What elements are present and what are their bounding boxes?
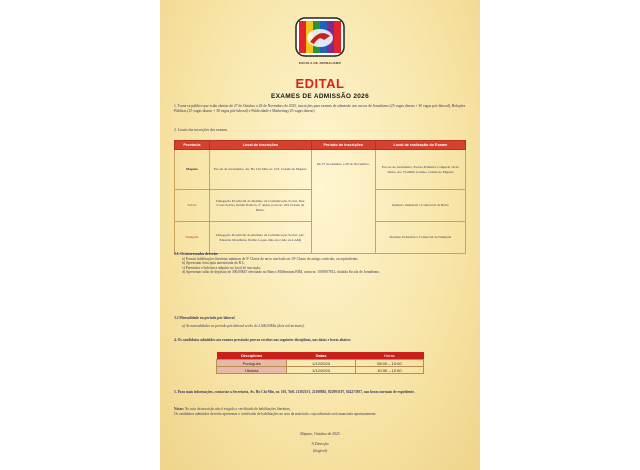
date-cell: 1/12/2023 [287,367,355,374]
intro-paragraph: 1. Torna-se público que estão abertas de 27 de Outubro a 28 de Novembro de 2025, inscrições para exames de admissão aos cursos de Jornalismo (25 vagas diurno + 30 vagas pós-laboral), Relações Públicas (25 vagas diurno + 30 vagas pós-laboral) e Publicidade e Marketing (25 vagas diurno) [174,104,466,113]
time-cell: 10:30 – 12:00 [355,367,423,374]
fee-section [174,316,466,328]
page-subtitle: EXAMES DE ADMISSÃO 2026 [270,93,370,100]
signature-title: A Direcção [311,442,329,446]
date-cell: 1/12/2023 [287,360,355,367]
locations-heading: 2. Locais das inscrições dos exames. [174,128,228,132]
province-cell: Sofala [175,190,210,222]
province-cell: Nampula [175,222,210,254]
table-row [217,360,424,367]
table-header: Local de realização do Exame [375,141,465,150]
location-cell: Delegação Provincial do Instituto de Comunicação Social, (Av. Eduardo Mondlane, Prédio Lopes, Rés-do-Chão ex-LAM) [209,222,311,254]
list-item: b) Apresentar fotocópia autenticada do B.I.; [182,261,245,266]
province-cell: Maputo [175,150,210,190]
requirements-heading: 3.1. Os interessados deverão: [174,252,219,256]
table-header: Disciplinas [217,352,287,360]
fee-heading: 3.2 Mensalidade no período pós-laboral [174,316,235,320]
school-logo-icon [294,16,346,60]
list-item: a) Possuir habilitações literárias mínimas de 9ª Classe do novo currículo ou 10ª Classe do antigo currículo, ou equivalente; [182,256,359,261]
note-text: No acto da inscrição não é exigido o certificado de habilitações literárias; [184,407,291,411]
table-header: Província [175,141,210,150]
subject-cell: História [217,367,287,374]
subject-cell: Português [217,360,287,367]
list-item: d) Apresentar talão de depósito de 300,00MT efectuado no Banco Millennium BIM, conta nr. 1003907812, titulada Escola de Jornalismo. [182,270,381,275]
contact-info: 5. Para mais informações, contactar a Secretaria, Av. Ho Chi Min, nr. 103, Telf. 21302153, 21308865, 822993107, 824273937, nas horas normais de expediente. [174,390,415,394]
table-row [217,367,424,374]
logo-caption: ESCOLA DE JORNALISMO [298,61,342,65]
table-header: Horas [355,352,423,360]
time-cell: 08:00 – 10:00 [355,360,423,367]
edital-document [160,0,480,470]
fee-text: a) As mensalidades no período pós-laboral serão de 2.000,00Mts (dois mil meticais). [182,323,305,328]
exam-location-cell: Instituto Industrial e Comercial da Beira [375,190,465,222]
note-text: Os candidatos admitidos deverão apresentar o certificado de habilitações no acto da matrícula, cuja admissão será anunciada oportunamente. [174,411,377,416]
period-cell: De 27 de Outubro a 28 de Novembro. [311,150,375,254]
signature-illegible: (ilegível) [313,449,327,453]
exams-table [216,352,424,374]
exam-location-cell: Escola de Jornalismo, Escola Primária Completa 16 de Junho, Av. Vladimir Lenine, Cidade de Maputo [375,150,465,190]
table-header: Datas [287,352,355,360]
requirements-list [174,252,466,275]
location-cell: Delegação Provincial do Instituto de Comunicação Social, Rua Costa Serrão, Prédio Palácio, 2º andar, porta nr. 203 Cidade da Beira. [209,190,311,222]
table-row [175,150,466,190]
notes-section [174,407,466,416]
inscriptions-table [174,140,466,254]
exams-intro: 4. Os candidatos admitidos aos exames prestarão provas escritas nas seguintes disciplinas, nas datas e horas abaixo: [174,338,351,342]
place-date: Maputo, Outubro de 2025 [300,432,340,436]
table-header: Período de Inscrições [311,141,375,150]
notes-label: Notas: [174,407,184,411]
table-header: Local de Inscrições [209,141,311,150]
page-title: EDITAL [295,76,345,91]
exam-location-cell: Instituto Industrial e Comercial de Nampula [375,222,465,254]
list-item: c) Preencher o boletim a adquirir no local de inscrição; [182,265,261,270]
location-cell: Escola de Jornalismo, Av. Ho Chi Min, nr. 103, Cidade de Maputo [209,150,311,190]
